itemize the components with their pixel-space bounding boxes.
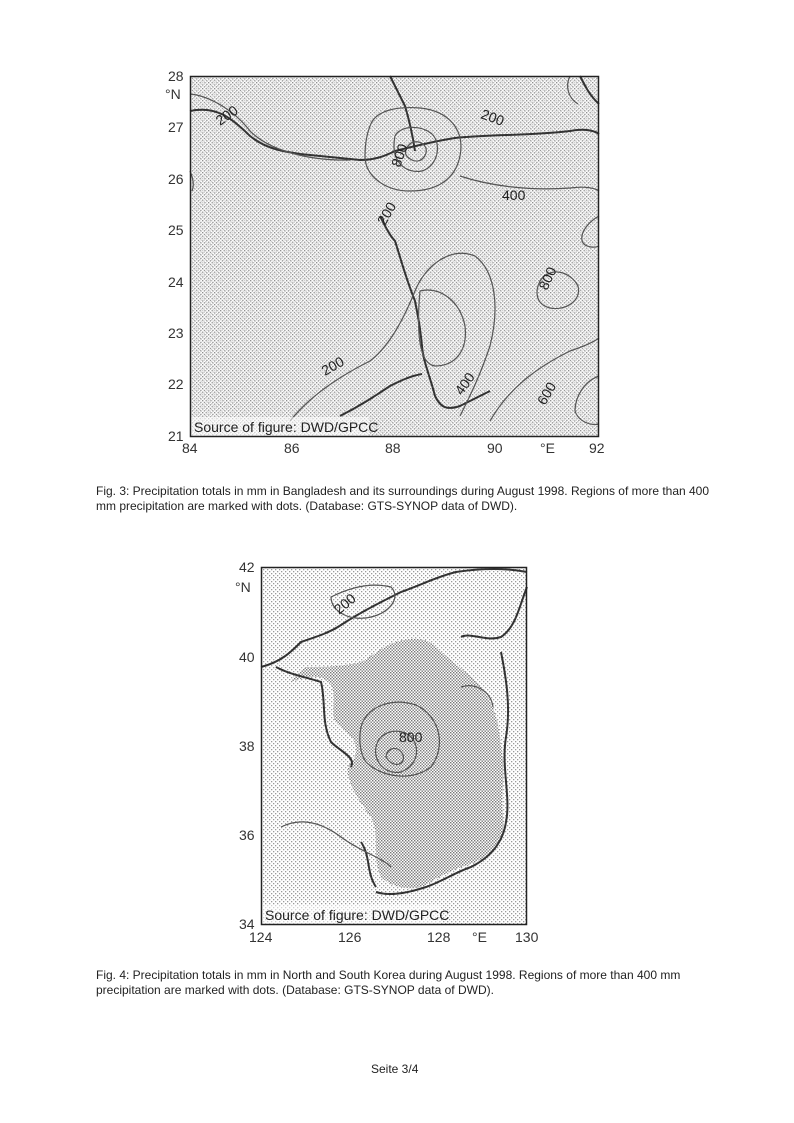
y-tick: 34 [239,916,255,932]
x-tick: 126 [338,929,362,945]
y-tick: 38 [239,738,255,754]
x-unit: °E [540,440,555,456]
figure-3-caption: Fig. 3: Precipitation totals in mm in Bangladesh and its surroundings during August 1998. Regions of more than 400 mm precipitation are marked with dots. (Database: GTS-SYNOP data of DWD). [96,484,710,513]
contour-label: 200 [478,105,507,129]
figure-3-map [190,76,599,437]
x-unit: °E [472,929,487,945]
y-tick: 42 [239,559,255,575]
y-tick: 40 [239,649,255,665]
y-tick: 27 [168,119,184,135]
y-tick: 36 [239,827,255,843]
x-tick: 90 [487,440,503,456]
contour-label: 800 [399,729,423,745]
figure-4-map [261,567,527,925]
x-tick: 88 [385,440,401,456]
contour-label: 400 [502,187,526,203]
y-tick: 22 [168,376,184,392]
y-unit: °N [235,579,251,595]
contour-label: 200 [212,101,241,129]
page-number: Seite 3/4 [371,1062,419,1076]
y-tick: 28 [168,68,184,84]
y-tick: 21 [168,428,184,444]
y-tick: 23 [168,325,184,341]
contour-label: 200 [318,353,347,379]
figure-source: Source of figure: DWD/GPCC [265,907,450,923]
contour-label: 400 [451,369,478,398]
x-tick: 86 [284,440,300,456]
contour-label: 800 [535,264,560,293]
figure-source: Source of figure: DWD/GPCC [194,419,379,435]
y-unit: °N [165,86,181,102]
x-tick: 130 [515,929,539,945]
x-tick: 128 [427,929,451,945]
contour-label: 800 [387,141,411,170]
y-tick: 24 [168,274,184,290]
contour-label: 600 [533,379,560,408]
x-tick: 124 [249,929,273,945]
figure-4-caption: Fig. 4: Precipitation totals in mm in North and South Korea during August 1998. Regions of more than 400 mm precipitation are marked with dots. (Database: GTS-SYNOP data of DWD). [96,968,681,997]
contour-label: 200 [330,590,359,618]
y-tick: 26 [168,171,184,187]
x-tick: 92 [589,440,605,456]
y-tick: 25 [168,222,184,238]
x-tick: 84 [182,440,198,456]
contour-label: 200 [373,199,400,228]
